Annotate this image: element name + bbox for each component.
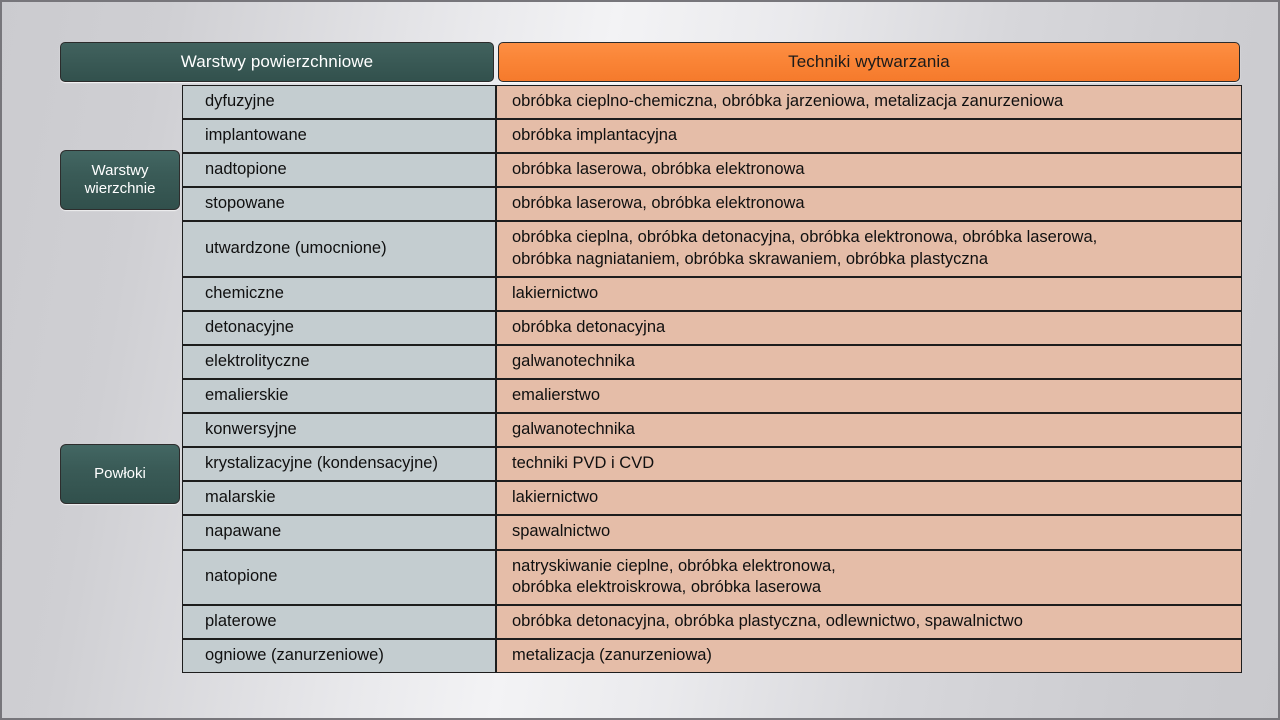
technique-line: lakiernictwo <box>512 283 599 302</box>
group-label: Warstwy wierzchnie <box>60 150 180 210</box>
technique-cell <box>496 345 1242 379</box>
layer-name-cell: nadtopione <box>182 153 496 187</box>
header-right-cell <box>496 42 1242 85</box>
header-left-cell <box>58 42 496 85</box>
technique-line: obróbka nagniataniem, obróbka skrawaniem, obróbka plastyczna <box>512 249 989 268</box>
slide-canvas <box>2 2 1278 718</box>
technique-line: emalierstwo <box>512 385 601 404</box>
table-row <box>58 447 1242 481</box>
table-row <box>58 515 1242 549</box>
header-left-label: Warstwy powierzchniowe <box>180 52 374 71</box>
technique-line: obróbka detonacyjna, obróbka plastyczna, odlewnictwo, spawalnictwo <box>512 611 1023 630</box>
technique-line: obróbka laserowa, obróbka elektronowa <box>512 160 805 179</box>
layer-name-cell: ogniowe (zanurzeniowe) <box>182 639 496 673</box>
group-label: Powłoki <box>60 444 180 504</box>
technique-line: obróbka elektroiskrowa, obróbka laserowa <box>512 577 822 596</box>
group-cell <box>58 85 182 277</box>
technique-line: metalizacja (zanurzeniowa) <box>512 645 712 664</box>
table-grid <box>58 42 1242 673</box>
technique-line: obróbka detonacyjna <box>512 317 666 336</box>
table-header-row <box>58 42 1242 85</box>
technique-cell <box>496 550 1242 605</box>
technique-cell <box>496 311 1242 345</box>
technique-line: obróbka laserowa, obróbka elektronowa <box>512 194 805 213</box>
technique-cell <box>496 221 1242 276</box>
header-techniki-wytwarzania <box>498 42 1240 82</box>
layer-name-cell: stopowane <box>182 187 496 221</box>
table-row <box>58 379 1242 413</box>
technique-cell <box>496 639 1242 673</box>
table-row <box>58 311 1242 345</box>
table-row <box>58 119 1242 153</box>
technique-cell <box>496 413 1242 447</box>
table-row <box>58 639 1242 673</box>
classification-table <box>58 42 1242 677</box>
header-right-label: Techniki wytwarzania <box>788 52 950 71</box>
layer-name-cell: emalierskie <box>182 379 496 413</box>
technique-cell <box>496 85 1242 119</box>
technique-line: obróbka cieplno-chemiczna, obróbka jarzeniowa, metalizacja zanurzeniowa <box>512 92 1064 110</box>
layer-name-cell: platerowe <box>182 605 496 639</box>
technique-line: obróbka cieplna, obróbka detonacyjna, obróbka elektronowa, obróbka laserowa, <box>512 228 1098 247</box>
table-row <box>58 605 1242 639</box>
table-body <box>58 42 1242 673</box>
table-row <box>58 413 1242 447</box>
layer-name-cell: elektrolityczne <box>182 345 496 379</box>
technique-cell <box>496 119 1242 153</box>
table-row <box>58 221 1242 276</box>
layer-name-cell: malarskie <box>182 481 496 515</box>
layer-name-cell: konwersyjne <box>182 413 496 447</box>
layer-name-cell: dyfuzyjne <box>182 85 496 119</box>
technique-line: natryskiwanie cieplne, obróbka elektronowa, <box>512 556 836 575</box>
technique-cell <box>496 515 1242 549</box>
technique-line: techniki PVD i CVD <box>512 454 655 473</box>
table-row <box>58 550 1242 605</box>
table-row <box>58 277 1242 311</box>
layer-name-cell: natopione <box>182 550 496 605</box>
table-row <box>58 85 1242 119</box>
technique-line: obróbka implantacyjna <box>512 126 678 145</box>
technique-line: spawalnictwo <box>512 522 611 541</box>
header-warstwy-powierzchniowe <box>60 42 494 82</box>
technique-cell <box>496 277 1242 311</box>
technique-cell <box>496 605 1242 639</box>
layer-name-cell: chemiczne <box>182 277 496 311</box>
technique-line: lakiernictwo <box>512 488 599 507</box>
table-row <box>58 153 1242 187</box>
technique-line: galwanotechnika <box>512 420 635 439</box>
technique-cell <box>496 187 1242 221</box>
layer-name-cell: utwardzone (umocnione) <box>182 221 496 276</box>
technique-cell <box>496 481 1242 515</box>
technique-cell <box>496 447 1242 481</box>
table-row <box>58 187 1242 221</box>
technique-line: galwanotechnika <box>512 351 635 370</box>
group-cell <box>58 277 182 673</box>
table-row <box>58 345 1242 379</box>
layer-name-cell: krystalizacyjne (kondensacyjne) <box>182 447 496 481</box>
layer-name-cell: napawane <box>182 515 496 549</box>
technique-cell <box>496 379 1242 413</box>
layer-name-cell: detonacyjne <box>182 311 496 345</box>
layer-name-cell: implantowane <box>182 119 496 153</box>
technique-cell <box>496 153 1242 187</box>
table-row <box>58 481 1242 515</box>
